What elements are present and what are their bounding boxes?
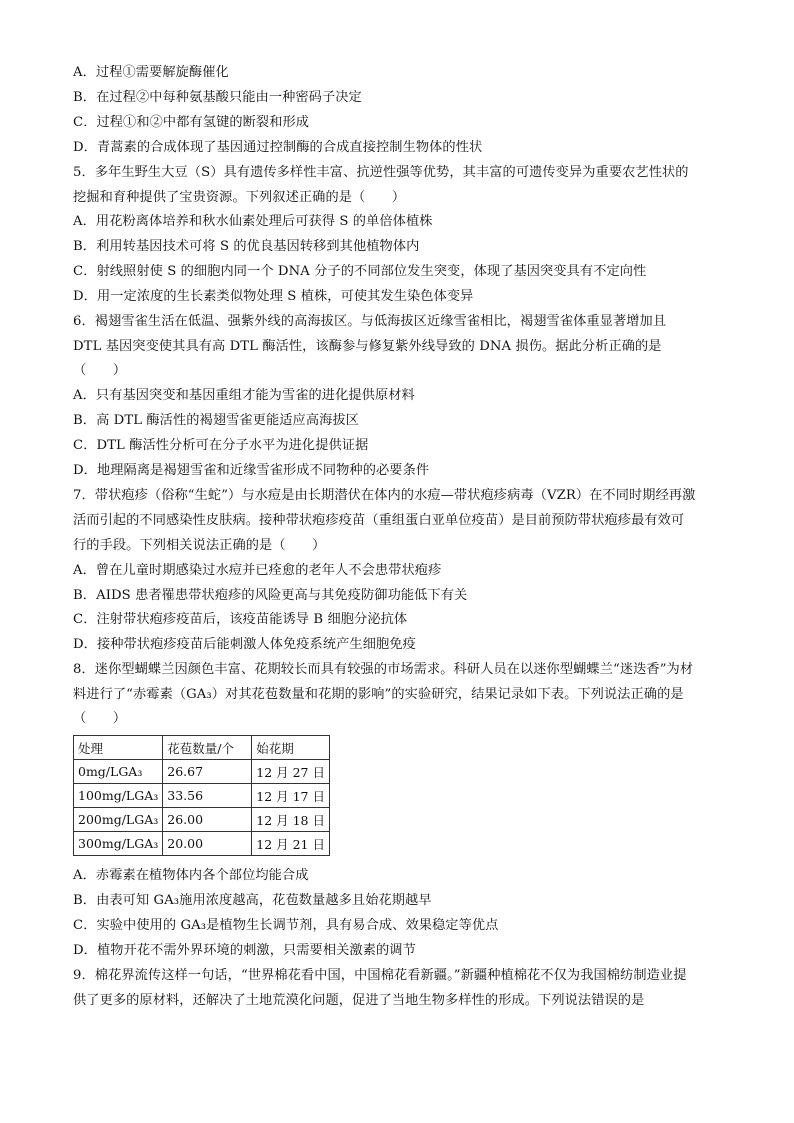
table-cell: 12 月 21 日 — [252, 832, 330, 856]
option-a-q4: A．过程①需要解旋酶催化 — [73, 65, 229, 80]
table-row — [74, 784, 330, 808]
table-cell: 0mg/LGA₃ — [74, 760, 163, 784]
table-row — [74, 808, 330, 832]
question-9-stem-line1: 9．棉花界流传这样一句话，“世界棉花看中国，中国棉花看新疆。”新疆种植棉花不仅为我国棉纺制造业提 — [73, 968, 687, 983]
question-8-stem-line1: 8．迷你型蝴蝶兰因颜色丰富、花期较长而具有较强的市场需求。科研人员在以迷你型蝴蝶兰“迷迭香”为材 — [73, 662, 694, 677]
option-a-q8: A．赤霉素在植物体内各个部位均能合成 — [73, 868, 309, 883]
option-b-q7: B．AIDS 患者罹患带状疱疹的风险更高与其免疫防御功能低下有关 — [73, 588, 468, 603]
option-c-q7: C．注射带状疱疹疫苗后，该疫苗能诱导 B 细胞分泌抗体 — [73, 612, 408, 627]
option-c-q5: C．射线照射使 S 的细胞内同一个 DNA 分子的不同部位发生突变，体现了基因突变具有不定向性 — [73, 264, 647, 279]
table-header-cell: 始花期 — [252, 736, 330, 760]
question-7-stem-line1: 7．带状疱疹（俗称“生蛇”）与水痘是由长期潜伏在体内的水痘—带状疱疹病毒（VZR）在不同时期经再激 — [73, 488, 696, 503]
table-cell: 12 月 17 日 — [252, 784, 330, 808]
table-cell: 300mg/LGA₃ — [74, 832, 163, 856]
question-6-stem-line2: DTL 基因突变使其具有高 DTL 酶活性，该酶参与修复紫外线导致的 DNA 损伤。据此分析正确的是 — [73, 339, 662, 354]
option-c-q8: C．实验中使用的 GA₃是植物生长调节剂，具有易合成、效果稳定等优点 — [73, 918, 499, 933]
table-cell: 26.00 — [163, 808, 252, 832]
table-cell: 100mg/LGA₃ — [74, 784, 163, 808]
results-table — [73, 735, 330, 856]
option-d-q7: D．接种带状疱疹疫苗后能刺激人体免疫系统产生细胞免疫 — [73, 637, 416, 652]
question-9-stem-line2: 供了更多的原材料，还解决了土地荒漠化问题，促进了当地生物多样性的形成。下列说法错误的是 — [73, 993, 645, 1008]
question-5-stem-line1: 5．多年生野生大豆（S）具有遗传多样性丰富、抗逆性强等优势，其丰富的可遗传变异为重要农艺性状的 — [73, 165, 689, 180]
question-5-stem-line2: 挖掘和育种提供了宝贵资源。下列叙述正确的是（ ） — [73, 190, 406, 205]
option-d-q8: D．植物开花不需外界环境的刺激，只需要相关激素的调节 — [73, 943, 416, 958]
table-header-cell: 处理 — [74, 736, 163, 760]
option-d-q6: D．地理隔离是褐翅雪雀和近缘雪雀形成不同物种的必要条件 — [73, 463, 430, 478]
table-header-row — [74, 736, 330, 760]
table-row — [74, 832, 330, 856]
question-6-answer-blank: （ ） — [73, 363, 127, 378]
table-cell: 12 月 27 日 — [252, 760, 330, 784]
table-header-cell: 花苞数量/个 — [163, 736, 252, 760]
option-b-q6: B．高 DTL 酶活性的褐翅雪雀更能适应高海拔区 — [73, 413, 359, 428]
table-cell: 20.00 — [163, 832, 252, 856]
question-7-stem-line3: 行的手段。下列相关说法正确的是（ ） — [73, 538, 326, 553]
table-cell: 33.56 — [163, 784, 252, 808]
option-d-q5: D．用一定浓度的生长素类似物处理 S 植株，可使其发生染色体变异 — [73, 289, 474, 304]
table-row — [74, 760, 330, 784]
table-cell: 200mg/LGA₃ — [74, 808, 163, 832]
option-a-q6: A．只有基因突变和基因重组才能为雪雀的进化提供原材料 — [73, 388, 415, 403]
table-cell: 12 月 18 日 — [252, 808, 330, 832]
option-d-q4: D．青蒿素的合成体现了基因通过控制酶的合成直接控制生物体的性状 — [73, 140, 483, 155]
option-b-q5: B．利用转基因技术可将 S 的优良基因转移到其他植物体内 — [73, 239, 420, 254]
option-c-q6: C．DTL 酶活性分析可在分子水平为进化提供证据 — [73, 438, 369, 453]
question-6-stem-line1: 6．褐翅雪雀生活在低温、强紫外线的高海拔区。与低海拔区近缘雪雀相比，褐翅雪雀体重显著增加且 — [73, 314, 667, 329]
option-c-q4: C．过程①和②中都有氢键的断裂和形成 — [73, 115, 310, 130]
table-cell: 26.67 — [163, 760, 252, 784]
option-a-q7: A．曾在儿童时期感染过水痘并已痊愈的老年人不会患带状疱疹 — [73, 563, 442, 578]
question-7-stem-line2: 活而引起的不同感染性皮肤病。接种带状疱疹疫苗（重组蛋白亚单位疫苗）是目前预防带状疱疹最有效可 — [73, 513, 685, 528]
option-a-q5: A．用花粉离体培养和秋水仙素处理后可获得 S 的单倍体植株 — [73, 214, 433, 229]
option-b-q4: B．在过程②中每种氨基酸只能由一种密码子决定 — [73, 90, 362, 105]
question-8-stem-line2: 料进行了“赤霉素（GA₃）对其花苞数量和花期的影响”的实验研究，结果记录如下表。下列说法正确的是 — [73, 687, 684, 702]
question-8-answer-blank: （ ） — [73, 711, 127, 726]
option-b-q8: B．由表可知 GA₃施用浓度越高，花苞数量越多且始花期越早 — [73, 893, 432, 908]
